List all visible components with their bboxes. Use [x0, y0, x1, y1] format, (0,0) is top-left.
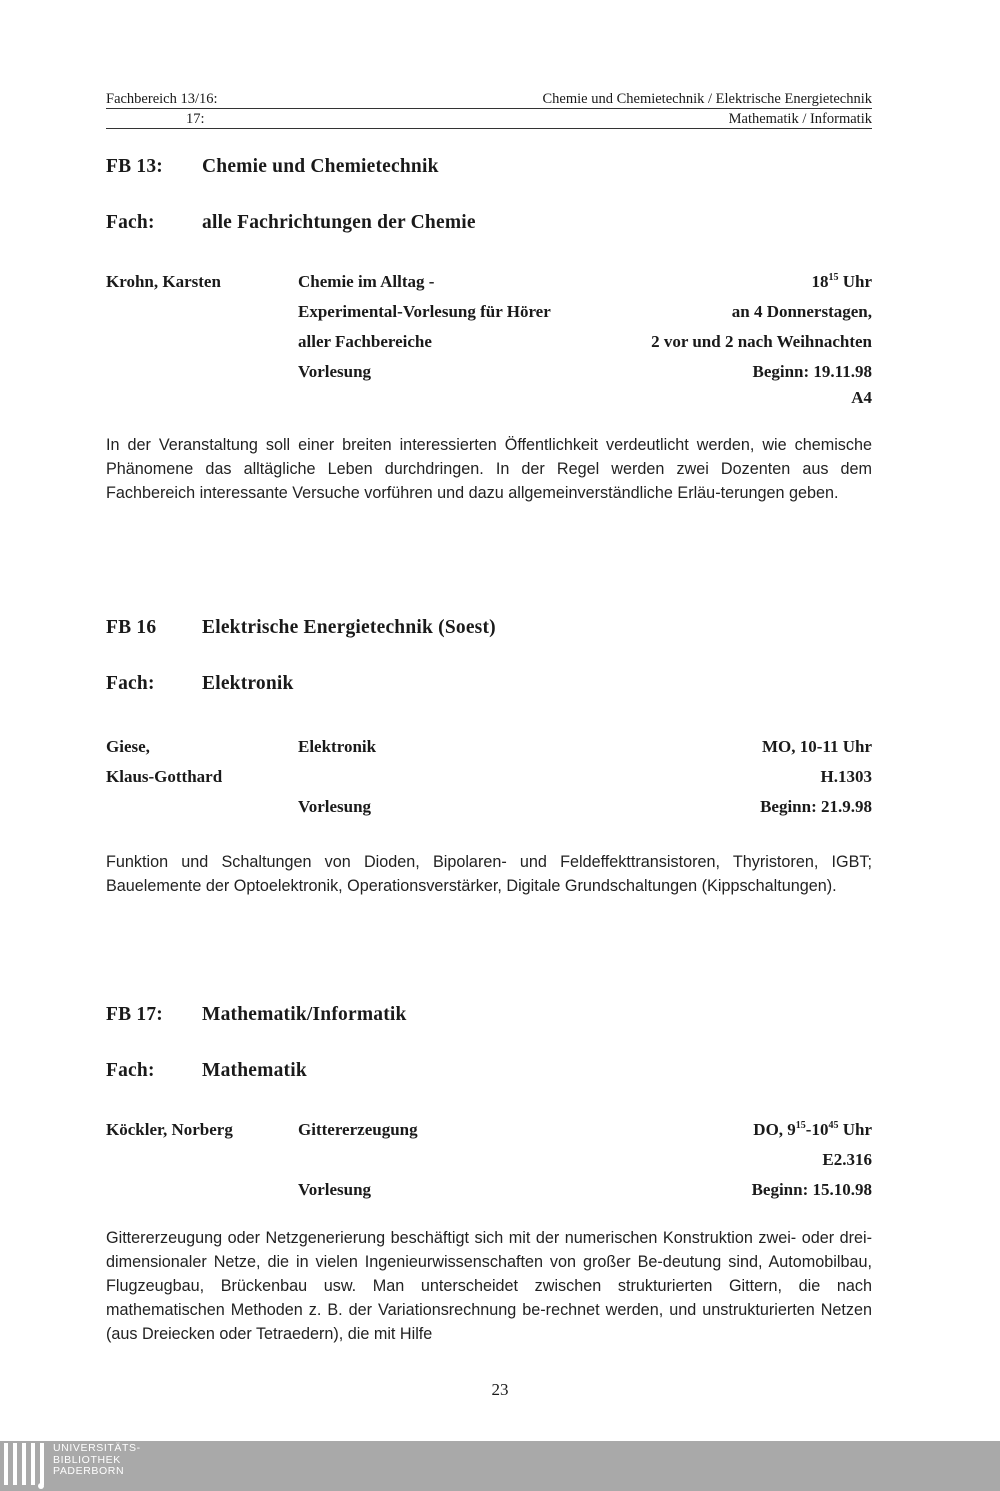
fb17-course-type: Vorlesung — [298, 1180, 372, 1199]
library-logo-icon — [4, 1443, 44, 1489]
fb16-lecturer-line-2: Klaus-Gotthard — [106, 767, 223, 786]
library-logo-dot-icon — [38, 1483, 44, 1489]
library-footer-bar — [0, 1441, 1000, 1491]
fb16-fach-label: Fach: — [106, 673, 155, 694]
fb13-time: $18^{15}$ Uhr — [811, 272, 872, 291]
fb17-course: Gittererzeugung — [298, 1120, 418, 1139]
fb13-course-type: Vorlesung — [298, 362, 372, 381]
fb16-fach-title: Elektronik — [202, 673, 294, 694]
fb13-description: In der Veranstaltung soll einer breiten interessierten Öffentlichkeit verdeutlicht werden, wie chemische Phänomene das alltägliche Leben durchdringen. In der Regel werden zwei Dozenten aus dem Fachbereich interessante Versuche vorführen und dazu allgemeinverständliche Erläu-terungen geben. — [106, 436, 872, 502]
fb16-title: Elektrische Energietechnik (Soest) — [202, 617, 496, 638]
fb13-schedule-2: 2 vor und 2 nach Weihnachten — [651, 332, 872, 351]
fb13-heading — [106, 156, 439, 178]
fb13-schedule: an 4 Donnerstagen, — [731, 302, 872, 321]
fb16-heading — [106, 617, 496, 639]
fb13-label: FB 13: — [106, 156, 163, 177]
running-header-left-1: Fachbereich 13/16: — [106, 91, 218, 107]
fb13-room: A4 — [851, 388, 872, 407]
fb17-room: E2.316 — [822, 1150, 872, 1169]
fb16-beginn: Beginn: 21.9.98 — [760, 797, 872, 816]
running-header-line-2 — [106, 108, 872, 129]
fb16-room: H.1303 — [820, 767, 872, 786]
fb16-course-entry — [106, 732, 872, 822]
fb16-description: Funktion und Schaltungen von Dioden, Bipolaren- und Feldeffekttransistoren, Thyristoren, IGBT; Bauelemente der Optoelektronik, Operationsverstärker, Digitale Grundschaltungen (Kippschaltungen). — [106, 853, 872, 895]
running-header-right-1: Chemie und Chemietechnik / Elektrische Energietechnik — [542, 91, 872, 107]
fb16-course-type: Vorlesung — [298, 797, 372, 816]
fb13-course-line-2: Experimental-Vorlesung für Hörer — [298, 302, 551, 321]
fb17-label: FB 17: — [106, 1004, 163, 1025]
library-name-line-2: BIBLIOTHEK — [53, 1453, 121, 1466]
fb17-fach-heading — [106, 1060, 307, 1082]
library-logo-text — [53, 1443, 141, 1478]
fb13-fach-label: Fach: — [106, 212, 155, 233]
fb13-lecturer: Krohn, Karsten — [106, 272, 221, 291]
fb17-heading — [106, 1004, 407, 1026]
fb13-fach-heading — [106, 212, 476, 234]
fb16-fach-heading — [106, 673, 294, 695]
fb17-course-entry — [106, 1115, 872, 1205]
fb13-title: Chemie und Chemietechnik — [202, 156, 439, 177]
fb16-time: MO, 10-11 Uhr — [761, 737, 872, 756]
fb13-course-line-1: Chemie im Alltag - — [298, 272, 435, 291]
fb16-label: FB 16 — [106, 617, 157, 638]
fb13-course-line-3: aller Fachbereiche — [298, 332, 432, 351]
fb17-title: Mathematik/Informatik — [202, 1004, 407, 1025]
library-name-line-3: PADERBORN — [53, 1465, 125, 1477]
page-number: 23 — [491, 1380, 509, 1399]
library-name-line-1: UNIVERSITÄTS- — [53, 1442, 141, 1454]
fb16-course: Elektronik — [298, 737, 377, 756]
fb17-lecturer: Köckler, Norberg — [106, 1120, 233, 1139]
fb16-lecturer-line-1: Giese, — [106, 737, 150, 756]
running-header-right-2: Mathematik / Informatik — [728, 111, 872, 127]
fb17-description: Gittererzeugung oder Netzgenerierung beschäftigt sich mit der numerischen Konstruktion zwei- oder drei-dimensionaler Netze, die in vielen Ingenieurwissenschaften von großer Be-deutung sind, Automobilbau, Flugzeugbau, Brückenbau usw. Man unterscheidet zwischen strukturierten Gittern, die nach mathematischen Methoden z. B. der Variationsrechnung be-rechnet werden, und unstrukturierten Netzen (aus Dreiecken oder Tetraedern), die mit Hilfe — [106, 1229, 872, 1343]
fb13-fach-title: alle Fachrichtungen der Chemie — [202, 212, 476, 233]
running-header-left-2: 17: — [186, 111, 205, 127]
fb17-time: DO, $9^{15}-10^{45}$ Uhr — [753, 1120, 872, 1139]
running-header-line-1 — [106, 88, 872, 109]
fb17-beginn: Beginn: 15.10.98 — [751, 1180, 872, 1199]
fb13-beginn: Beginn: 19.11.98 — [752, 362, 872, 381]
fb13-course-entry — [106, 267, 872, 411]
fb17-fach-title: Mathematik — [202, 1060, 307, 1081]
fb17-fach-label: Fach: — [106, 1060, 155, 1081]
